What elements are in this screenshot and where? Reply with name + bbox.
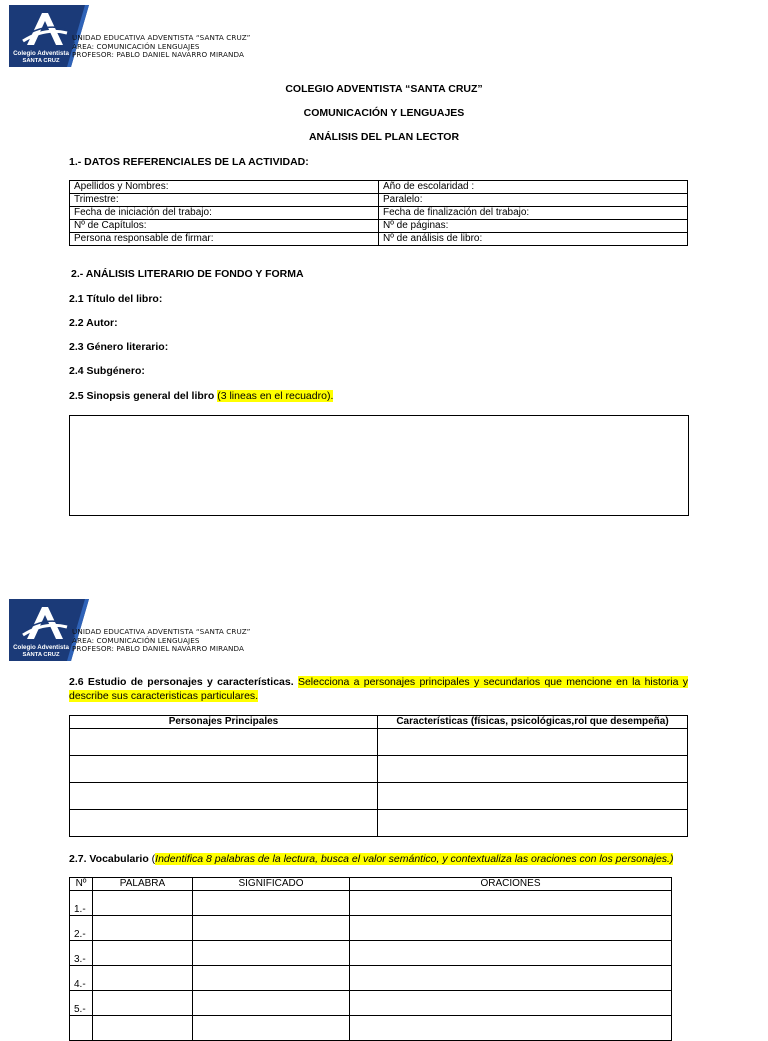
vocabulary-note: Indentifica 8 palabras de la lectura, busca el valor semántico, y contextualiza las oraciones con los personajes.) xyxy=(155,853,674,865)
table-cell[interactable] xyxy=(193,1016,350,1041)
table-cell[interactable] xyxy=(378,756,688,783)
row-number xyxy=(70,1016,93,1041)
header-lines xyxy=(72,628,250,654)
subgenre-label: 2.4 Subgénero: xyxy=(69,365,145,377)
table-header-row xyxy=(70,878,672,891)
table-row xyxy=(70,810,688,837)
row-number: 2.- xyxy=(70,916,93,941)
table-cell[interactable] xyxy=(350,991,672,1016)
table-cell[interactable] xyxy=(350,891,672,916)
table-row xyxy=(70,220,688,233)
vocabulary-heading: 2.7. Vocabulario xyxy=(69,853,149,865)
column-header: SIGNIFICADO xyxy=(193,878,350,891)
table-cell[interactable] xyxy=(193,941,350,966)
table-cell[interactable]: Trimestre: xyxy=(70,194,379,207)
school-title: COLEGIO ADVENTISTA “SANTA CRUZ” xyxy=(285,83,483,95)
table-cell[interactable]: Apellidos y Nombres: xyxy=(70,181,379,194)
synopsis-label xyxy=(69,390,333,402)
header-line-3: PROFESOR: PABLO DANIEL NAVARRO MIRANDA xyxy=(72,50,244,60)
table-row xyxy=(70,1016,672,1041)
table-cell[interactable] xyxy=(193,991,350,1016)
table-cell[interactable] xyxy=(193,966,350,991)
row-number: 1.- xyxy=(70,891,93,916)
table-row xyxy=(70,966,672,991)
genre-label: 2.3 Género literario: xyxy=(69,341,169,353)
table-cell[interactable]: Fecha de iniciación del trabajo: xyxy=(70,207,379,220)
table-row xyxy=(70,941,672,966)
header-line-2: ÁREA: COMUNICACIÓN LENGUAJES xyxy=(72,635,200,645)
column-header: Personajes Principales xyxy=(70,716,378,729)
header-line-1: UNIDAD EDUCATIVA ADVENTISTA “SANTA CRUZ” xyxy=(72,627,251,636)
table-cell[interactable]: Paralelo: xyxy=(379,194,688,207)
table-cell[interactable]: Fecha de finalización del trabajo: xyxy=(379,207,688,220)
header-line-2: ÁREA: COMUNICACIÓN LENGUAJES xyxy=(72,41,200,51)
table-row xyxy=(70,756,688,783)
synopsis-label-text: 2.5 Sinopsis general del libro xyxy=(69,390,215,402)
logo-text-2: SANTA CRUZ xyxy=(22,652,60,658)
logo-text-1: Colegio Adventista xyxy=(13,50,69,57)
row-number: 4.- xyxy=(70,966,93,991)
column-header: Nº xyxy=(70,878,93,891)
table-header-row xyxy=(70,716,688,729)
table-row xyxy=(70,891,672,916)
table-cell[interactable] xyxy=(70,810,378,837)
document-title: ANÁLISIS DEL PLAN LECTOR xyxy=(308,131,460,143)
author-label: 2.2 Autor: xyxy=(69,317,118,329)
table-row xyxy=(70,991,672,1016)
table-cell[interactable] xyxy=(350,916,672,941)
table-row xyxy=(70,194,688,207)
table-cell[interactable]: Nº de Capítulos: xyxy=(70,220,379,233)
header-line-1: UNIDAD EDUCATIVA ADVENTISTA “SANTA CRUZ” xyxy=(72,33,251,42)
table-cell[interactable]: Persona responsable de firmar: xyxy=(70,233,379,246)
table-cell[interactable]: Nº de análisis de libro: xyxy=(379,233,688,246)
table-cell[interactable] xyxy=(93,891,193,916)
synopsis-box[interactable] xyxy=(69,415,689,516)
table-row xyxy=(70,181,688,194)
table-row xyxy=(70,207,688,220)
header-line-3: PROFESOR: PABLO DANIEL NAVARRO MIRANDA xyxy=(72,644,244,654)
column-header: Características (físicas, psicológicas,rol que desempeña) xyxy=(378,716,688,729)
table-cell[interactable] xyxy=(350,941,672,966)
column-header: ORACIONES xyxy=(350,878,672,891)
table-cell[interactable] xyxy=(350,966,672,991)
header-lines xyxy=(72,34,250,60)
table-cell[interactable] xyxy=(93,1016,193,1041)
reference-data-table xyxy=(69,180,688,246)
characters-instructions xyxy=(69,675,688,703)
table-cell[interactable] xyxy=(378,729,688,756)
vocabulary-open-paren: ( xyxy=(151,853,156,865)
row-number: 3.- xyxy=(70,941,93,966)
vocabulary-instructions xyxy=(69,852,729,866)
table-cell[interactable] xyxy=(193,891,350,916)
table-row xyxy=(70,916,672,941)
logo-text-2: SANTA CRUZ xyxy=(22,58,60,64)
section2-heading: 2.- ANÁLISIS LITERARIO DE FONDO Y FORMA xyxy=(71,268,304,280)
table-cell[interactable] xyxy=(378,810,688,837)
synopsis-note: (3 lineas en el recuadro). xyxy=(217,390,334,402)
table-row xyxy=(70,729,688,756)
column-header: PALABRA xyxy=(93,878,193,891)
table-cell[interactable] xyxy=(70,756,378,783)
logo-text-1: Colegio Adventista xyxy=(13,644,69,651)
table-cell[interactable] xyxy=(93,966,193,991)
table-cell[interactable] xyxy=(378,783,688,810)
table-cell[interactable] xyxy=(93,916,193,941)
characters-note: Selecciona a personajes principales y secundarios que mencione en la historia y describe sus caracteristicas particulares. xyxy=(69,676,688,702)
subject-title: COMUNICACIÓN Y LENGUAJES xyxy=(303,107,465,119)
characters-table xyxy=(69,715,688,837)
vocabulary-table xyxy=(69,877,672,1041)
table-cell[interactable] xyxy=(193,916,350,941)
row-number: 5.- xyxy=(70,991,93,1016)
table-cell[interactable]: Año de escolaridad : xyxy=(379,181,688,194)
characters-heading: 2.6 Estudio de personajes y características. xyxy=(69,676,294,688)
table-cell[interactable] xyxy=(350,1016,672,1041)
table-cell[interactable] xyxy=(70,729,378,756)
table-row xyxy=(70,783,688,810)
section1-heading: 1.- DATOS REFERENCIALES DE LA ACTIVIDAD: xyxy=(69,156,309,168)
book-title-label: 2.1 Título del libro: xyxy=(69,293,163,305)
table-cell[interactable] xyxy=(93,991,193,1016)
table-cell[interactable] xyxy=(93,941,193,966)
table-cell[interactable]: Nº de páginas: xyxy=(379,220,688,233)
table-cell[interactable] xyxy=(70,783,378,810)
table-row xyxy=(70,233,688,246)
